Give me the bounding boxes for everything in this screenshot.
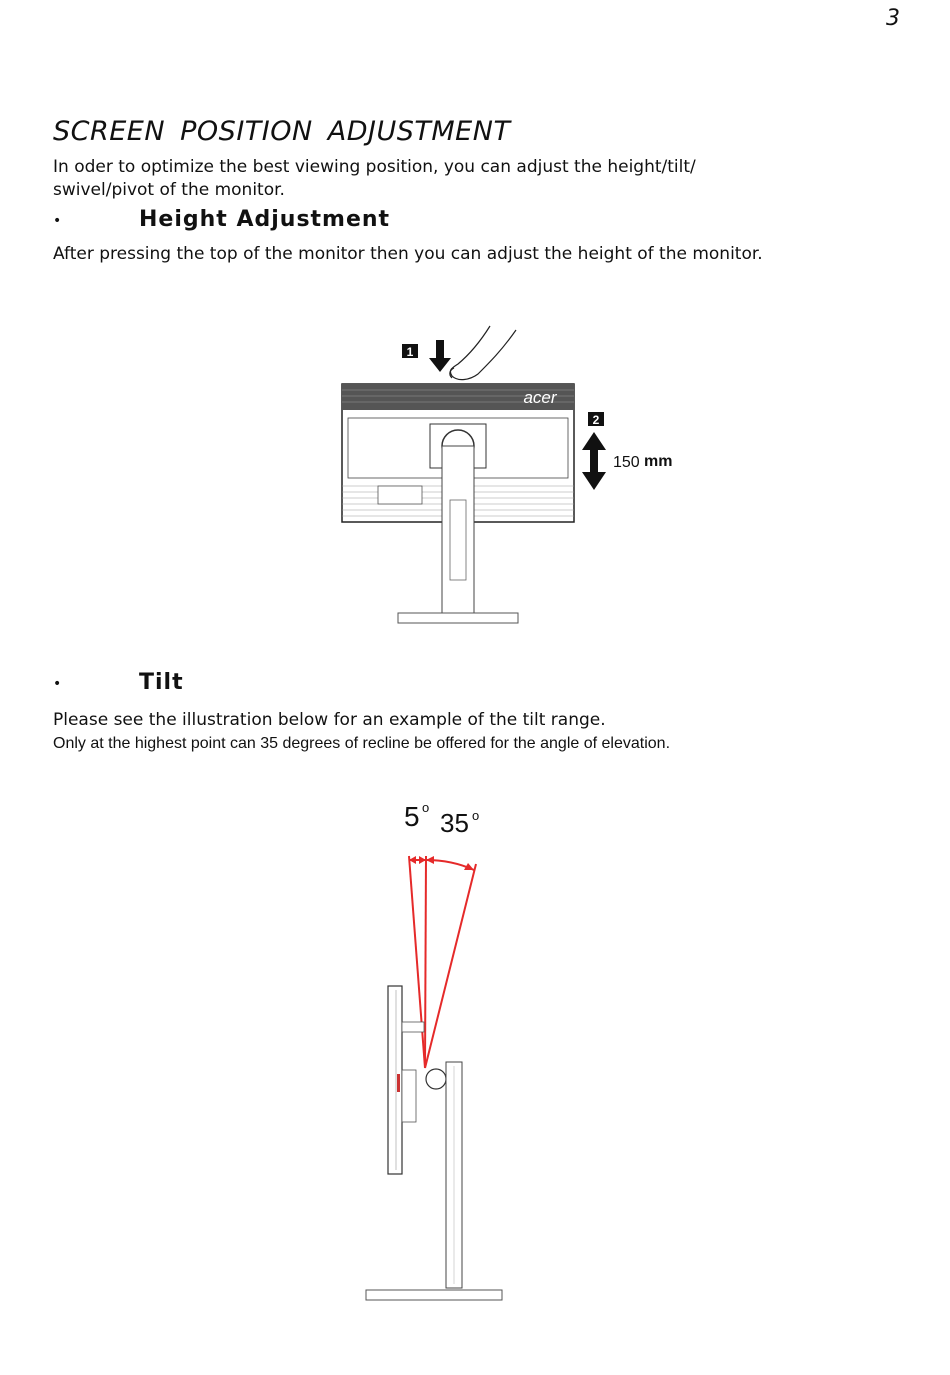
rear-housing xyxy=(402,1070,416,1122)
hand-icon xyxy=(450,326,516,380)
forward-angle-value: 5 xyxy=(404,801,420,832)
page-number: 3 xyxy=(886,6,900,31)
height-bullet: • xyxy=(53,213,62,229)
tilt-text-1: Please see the illustration below for an example of the tilt range. xyxy=(53,710,606,730)
stand-base xyxy=(398,613,518,623)
height-heading: Height Adjustment xyxy=(139,207,391,232)
back-angle-degree: o xyxy=(472,808,480,823)
height-travel-arrow-icon xyxy=(582,432,606,490)
back-angle-value: 35 xyxy=(440,808,469,838)
forward-angle-degree: o xyxy=(422,800,430,815)
tilt-hinge xyxy=(426,1069,446,1089)
step-1-label: 1 xyxy=(406,345,414,359)
height-text: After pressing the top of the monitor then you can adjust the height of the monitor. xyxy=(53,244,763,264)
io-port-block xyxy=(378,486,422,504)
tilt-arrowheads xyxy=(409,856,474,870)
tilt-text-2: Only at the highest point can 35 degrees of recline be offered for the angle of elevation. xyxy=(53,735,671,752)
tilt-bullet: • xyxy=(53,676,62,692)
tilt-range-lines xyxy=(409,856,476,1068)
acer-logo: acer xyxy=(523,388,557,407)
stand-column xyxy=(442,446,474,616)
tilt-figure xyxy=(360,790,520,1310)
side-indicator xyxy=(397,1074,400,1092)
travel-unit: mm xyxy=(644,453,673,470)
step-2-label: 2 xyxy=(592,413,600,427)
travel-value: 150 xyxy=(613,454,640,471)
press-down-arrow-icon xyxy=(429,340,451,372)
stand-base-side xyxy=(366,1290,502,1300)
intro-text: In oder to optimize the best viewing position, you can adjust the height/tilt/ swivel/pivot of the monitor. xyxy=(53,157,696,200)
tilt-heading: Tilt xyxy=(139,670,184,695)
page-title: SCREEN POSITION ADJUSTMENT xyxy=(53,116,511,147)
vesa-bracket xyxy=(402,1022,424,1032)
height-adjustment-figure xyxy=(330,320,700,630)
